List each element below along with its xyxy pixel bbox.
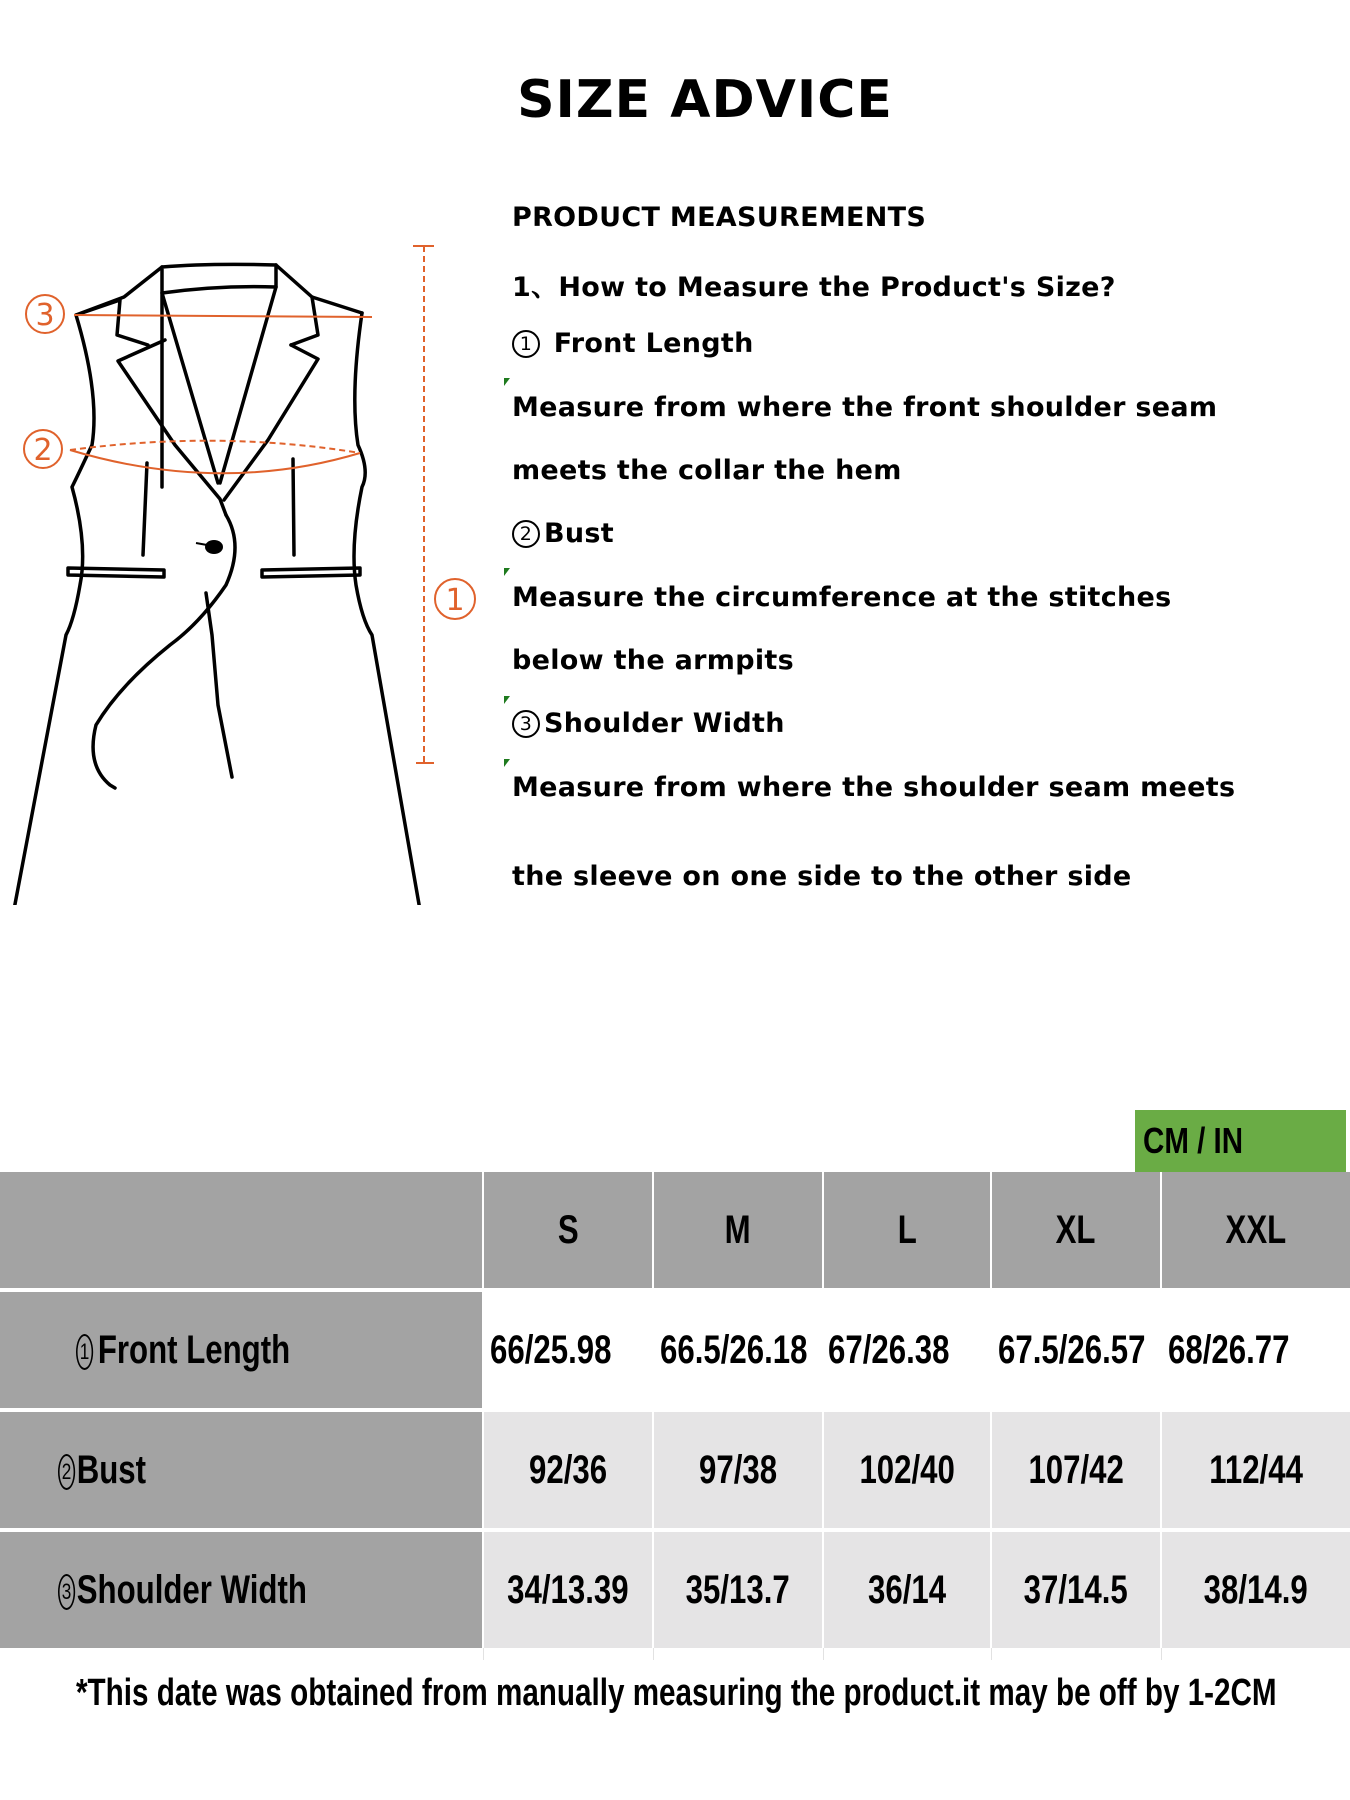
table-cell: 107/42 xyxy=(992,1412,1160,1528)
item-bust-desc-1: Measure the circumference at the stitches xyxy=(512,582,1172,613)
table-cell: 112/44 xyxy=(1162,1412,1350,1528)
button-icon xyxy=(205,540,223,554)
header-blank-cell xyxy=(0,1172,482,1288)
item-front-length-desc-2: meets the collar the hem xyxy=(512,455,902,486)
table-cell: 102/40 xyxy=(824,1412,990,1528)
number-circle-1-icon: 1 xyxy=(512,330,540,358)
table-cell: 36/14 xyxy=(824,1532,990,1648)
table-cell: 66.5/26.18 xyxy=(654,1292,822,1408)
item-shoulder-desc-1: Measure from where the shoulder seam meets xyxy=(512,772,1236,803)
divider xyxy=(653,1648,654,1660)
item-shoulder-title: 3 Shoulder Width xyxy=(512,708,785,739)
divider xyxy=(991,1648,992,1660)
row-label-shoulder-width: 3 Shoulder Width xyxy=(0,1532,482,1648)
column-header: L xyxy=(824,1172,990,1288)
column-header: XXL xyxy=(1162,1172,1350,1288)
item-front-length-desc-1: Measure from where the front shoulder seam xyxy=(512,392,1218,423)
row-label-front-length: 1 Front Length xyxy=(0,1292,482,1408)
column-header: M xyxy=(654,1172,822,1288)
diagram-label-3 xyxy=(26,295,64,333)
column-header: S xyxy=(484,1172,652,1288)
how-to-measure-question: 1、How to Measure the Product's Size? xyxy=(512,272,1116,303)
green-marker-icon xyxy=(504,696,510,704)
table-cell: 67/26.38 xyxy=(824,1292,990,1408)
item-bust-desc-2: below the armpits xyxy=(512,645,794,676)
column-header: XL xyxy=(992,1172,1160,1288)
number-circle-3-icon: 3 xyxy=(512,710,540,738)
section-heading: PRODUCT MEASUREMENTS xyxy=(512,202,927,233)
unit-badge: CM / IN xyxy=(1135,1110,1346,1172)
green-marker-icon xyxy=(504,568,510,576)
divider xyxy=(483,1648,484,1660)
table-cell: 68/26.77 xyxy=(1162,1292,1350,1408)
number-circle-2-icon: 2 xyxy=(512,520,540,548)
svg-text:1: 1 xyxy=(445,583,465,618)
table-cell: 66/25.98 xyxy=(484,1292,652,1408)
number-circle-3-icon: 3 xyxy=(58,1574,75,1610)
svg-text:2: 2 xyxy=(33,433,53,468)
number-circle-2-icon: 2 xyxy=(58,1454,75,1490)
table-cell: 37/14.5 xyxy=(992,1532,1160,1648)
divider xyxy=(1161,1648,1162,1660)
number-circle-1-icon: 1 xyxy=(76,1334,93,1370)
vest-outline-icon xyxy=(12,264,420,905)
vest-measurement-diagram xyxy=(0,225,480,905)
table-row xyxy=(0,1532,1350,1648)
bust-back-dashed-line xyxy=(70,441,360,453)
table-row xyxy=(0,1412,1350,1528)
diagram-label-2 xyxy=(24,430,62,468)
table-cell: 67.5/26.57 xyxy=(992,1292,1160,1408)
table-cell: 92/36 xyxy=(484,1412,652,1528)
table-cell: 97/38 xyxy=(654,1412,822,1528)
table-cell: 38/14.9 xyxy=(1162,1532,1350,1648)
table-row xyxy=(0,1292,1350,1408)
table-cell: 35/13.7 xyxy=(654,1532,822,1648)
green-marker-icon xyxy=(504,378,510,386)
row-label-bust: 2 Bust xyxy=(0,1412,482,1528)
divider xyxy=(823,1648,824,1660)
item-bust-title: 2 Bust xyxy=(512,518,614,549)
table-header-row xyxy=(0,1172,1350,1288)
green-marker-icon xyxy=(504,759,510,767)
measurement-disclaimer: *This date was obtained from manually measuring the product.it may be off by 1-2CM xyxy=(76,1672,1277,1714)
page-title: SIZE ADVICE xyxy=(517,70,893,130)
svg-text:3: 3 xyxy=(35,298,55,333)
item-front-length-title: 1 Front Length xyxy=(512,328,754,359)
table-cell: 34/13.39 xyxy=(484,1532,652,1648)
item-shoulder-desc-2: the sleeve on one side to the other side xyxy=(512,861,1132,892)
diagram-label-1 xyxy=(435,579,475,619)
